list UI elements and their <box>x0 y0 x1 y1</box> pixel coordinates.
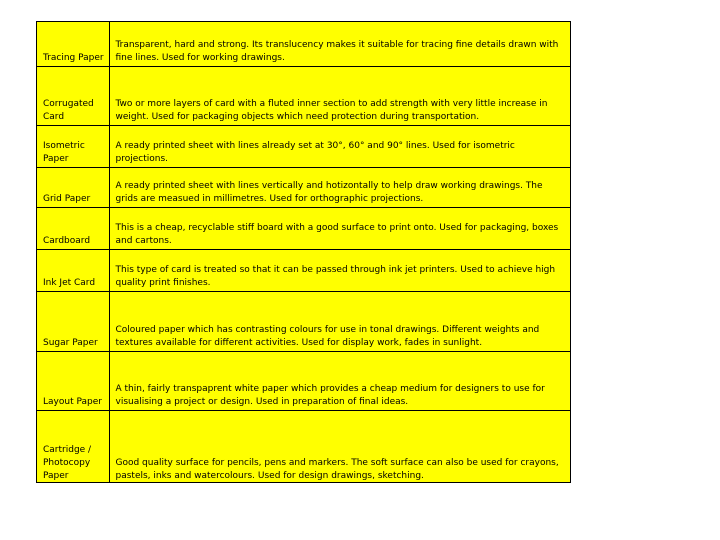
material-name: Layout Paper <box>37 351 109 410</box>
table-row <box>37 291 570 351</box>
table-row <box>37 66 570 125</box>
material-name: Ink Jet Card <box>37 249 109 291</box>
material-description: A thin, fairly transpaprent white paper which provides a cheap medium for designers to use for visualising a project or design. Used in preparation of final ideas. <box>109 351 570 410</box>
material-description: Two or more layers of card with a fluted inner section to add strength with very little increase in weight. Used for packaging objects which need protection during transportation. <box>109 66 570 125</box>
material-description: This type of card is treated so that it can be passed through ink jet printers. Used to achieve high quality print finishes. <box>109 249 570 291</box>
material-description: A ready printed sheet with lines vertically and hotizontally to help draw working drawings. The grids are measued in millimetres. Used for orthographic projections. <box>109 167 570 207</box>
material-description: Good quality surface for pencils, pens and markers. The soft surface can also be used for crayons, pastels, inks and watercolours. Used for design drawings, sketching. <box>109 410 570 483</box>
material-name: Cartridge / Photocopy Paper <box>37 410 109 483</box>
table-row <box>37 410 570 483</box>
material-name: Corrugated Card <box>37 66 109 125</box>
material-description: Transparent, hard and strong. Its translucency makes it suitable for tracing fine details drawn with fine lines. Used for working drawings. <box>109 22 570 66</box>
material-name: Sugar Paper <box>37 291 109 351</box>
material-name: Tracing Paper <box>37 22 109 66</box>
material-description: Coloured paper which has contrasting colours for use in tonal drawings. Different weights and textures available for different activities. Used for display work, fades in sunlight. <box>109 291 570 351</box>
material-description: This is a cheap, recyclable stiff board with a good surface to print onto. Used for packaging, boxes and cartons. <box>109 207 570 249</box>
table-row <box>37 249 570 291</box>
material-name: Cardboard <box>37 207 109 249</box>
table-row <box>37 207 570 249</box>
material-name: Grid Paper <box>37 167 109 207</box>
table-row <box>37 125 570 167</box>
table-row <box>37 167 570 207</box>
paper-and-board-table <box>37 22 570 483</box>
materials-table-container <box>36 21 571 483</box>
material-name: Isometric Paper <box>37 125 109 167</box>
table-row <box>37 22 570 66</box>
material-description: A ready printed sheet with lines already set at 30°, 60° and 90° lines. Used for isometric projections. <box>109 125 570 167</box>
table-row <box>37 351 570 410</box>
